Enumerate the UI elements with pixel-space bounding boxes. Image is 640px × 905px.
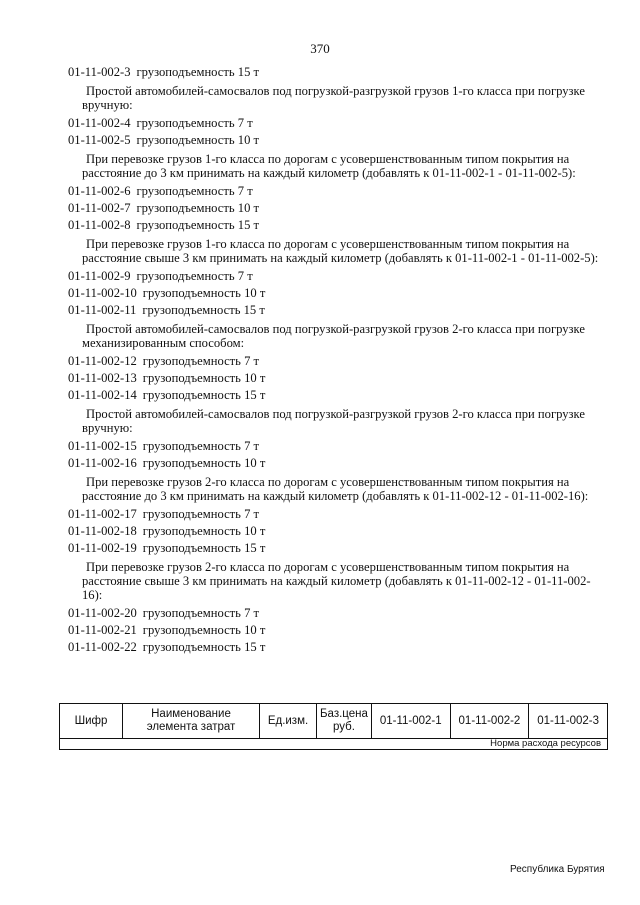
list-item [68, 438, 640, 455]
norm-label: Норма расхода ресурсов [60, 739, 608, 750]
entry-label: грузоподъемность 15 т [142, 541, 266, 555]
list-item [68, 64, 640, 81]
list-item [68, 183, 640, 200]
section-note: При перевозке грузов 2-го класса по дорогам с усовершенствованным типом покрытия на расстояние свыше 3 км принимать на каждый километр (добавлять к 01-11-002-12 - 01-11-002-16): [82, 560, 591, 602]
header-cell-col-3: 01-11-002-3 [529, 704, 608, 739]
entry-code: 01-11-002-17 [68, 507, 137, 521]
header-cell-code: Шифр [60, 704, 123, 739]
entry-code: 01-11-002-9 [68, 269, 131, 283]
list-item [68, 605, 640, 622]
entry-label: грузоподъемность 7 т [136, 116, 253, 130]
list-item [68, 268, 640, 285]
entry-label: грузоподъемность 15 т [136, 65, 260, 79]
header-cell-unit: Ед.изм. [260, 704, 317, 739]
section-note: При перевозке грузов 2-го класса по дорогам с усовершенствованным типом покрытия на расстояние до 3 км принимать на каждый километр (добавлять к 01-11-002-12 - 01-11-002-16): [82, 475, 589, 503]
entry-label: грузоподъемность 7 т [142, 354, 260, 368]
entry-code: 01-11-002-4 [68, 116, 131, 130]
entry-code: 01-11-002-5 [68, 133, 131, 147]
entry-label: грузоподъемность 15 т [142, 640, 266, 654]
entry-label: грузоподъемность 10 т [136, 133, 260, 147]
section-note: При перевозке грузов 1-го класса по дорогам с усовершенствованным типом покрытия на расстояние свыше 3 км принимать на каждый километр (добавлять к 01-11-002-1 - 01-11-002-5): [82, 237, 599, 265]
section-note: Простой автомобилей-самосвалов под погрузкой-разгрузкой грузов 1-го класса при погрузке вручную: [82, 84, 585, 112]
header-cell-name: Наименование элемента затрат [123, 704, 260, 739]
list-item [68, 523, 640, 540]
entry-label: грузоподъемность 15 т [136, 218, 260, 232]
list-item [68, 455, 640, 472]
entry-code: 01-11-002-15 [68, 439, 137, 453]
list-item [68, 622, 640, 639]
list-item [68, 285, 640, 302]
table-header-row [60, 704, 608, 739]
section-note: При перевозке грузов 1-го класса по дорогам с усовершенствованным типом покрытия на расстояние до 3 км принимать на каждый километр (добавлять к 01-11-002-1 - 01-11-002-5): [82, 152, 576, 180]
table-norm-row [60, 739, 608, 750]
entry-code: 01-11-002-19 [68, 541, 137, 555]
list-item [68, 302, 640, 319]
entry-label: грузоподъемность 7 т [136, 269, 253, 283]
entry-label: грузоподъемность 10 т [142, 286, 266, 300]
list-item [68, 387, 640, 404]
resource-table [59, 703, 608, 750]
entry-label: грузоподъемность 7 т [142, 439, 260, 453]
entry-code: 01-11-002-11 [68, 303, 137, 317]
entry-code: 01-11-002-3 [68, 65, 131, 79]
entry-label: грузоподъемность 7 т [142, 606, 260, 620]
header-cell-col-2: 01-11-002-2 [450, 704, 529, 739]
entry-label: грузоподъемность 10 т [142, 524, 266, 538]
entry-code: 01-11-002-10 [68, 286, 137, 300]
entry-code: 01-11-002-7 [68, 201, 131, 215]
entry-label: грузоподъемность 10 т [142, 623, 266, 637]
section-note: Простой автомобилей-самосвалов под погрузкой-разгрузкой грузов 2-го класса при погрузке механизированным способом: [82, 322, 585, 350]
entry-label: грузоподъемность 7 т [142, 507, 260, 521]
entry-label: грузоподъемность 15 т [142, 303, 265, 317]
entry-code: 01-11-002-6 [68, 184, 131, 198]
entry-code: 01-11-002-8 [68, 218, 131, 232]
entry-code: 01-11-002-16 [68, 456, 137, 470]
list-item [68, 217, 640, 234]
list-item [68, 370, 640, 387]
entry-code: 01-11-002-18 [68, 524, 137, 538]
entry-label: грузоподъемность 7 т [136, 184, 253, 198]
entry-label: грузоподъемность 10 т [142, 456, 266, 470]
list-item [68, 200, 640, 217]
list-item [68, 639, 640, 656]
entry-code: 01-11-002-20 [68, 606, 137, 620]
list-item [68, 115, 640, 132]
list-item [68, 353, 640, 370]
entry-code: 01-11-002-13 [68, 371, 137, 385]
list-item [68, 540, 640, 557]
list-item [68, 506, 640, 523]
footer-region: Республика Бурятия [510, 864, 605, 875]
header-cell-price: Баз.цена руб. [317, 704, 372, 739]
entry-label: грузоподъемность 15 т [142, 388, 266, 402]
page-number: 370 [310, 41, 330, 56]
section-note: Простой автомобилей-самосвалов под погрузкой-разгрузкой грузов 2-го класса при погрузке вручную: [82, 407, 585, 435]
document-body [0, 64, 640, 656]
entry-label: грузоподъемность 10 т [136, 201, 260, 215]
list-item [68, 132, 640, 149]
header-cell-col-1: 01-11-002-1 [371, 704, 450, 739]
entry-code: 01-11-002-12 [68, 354, 137, 368]
entry-label: грузоподъемность 10 т [142, 371, 266, 385]
entry-code: 01-11-002-14 [68, 388, 137, 402]
entry-code: 01-11-002-22 [68, 640, 137, 654]
entry-code: 01-11-002-21 [68, 623, 137, 637]
